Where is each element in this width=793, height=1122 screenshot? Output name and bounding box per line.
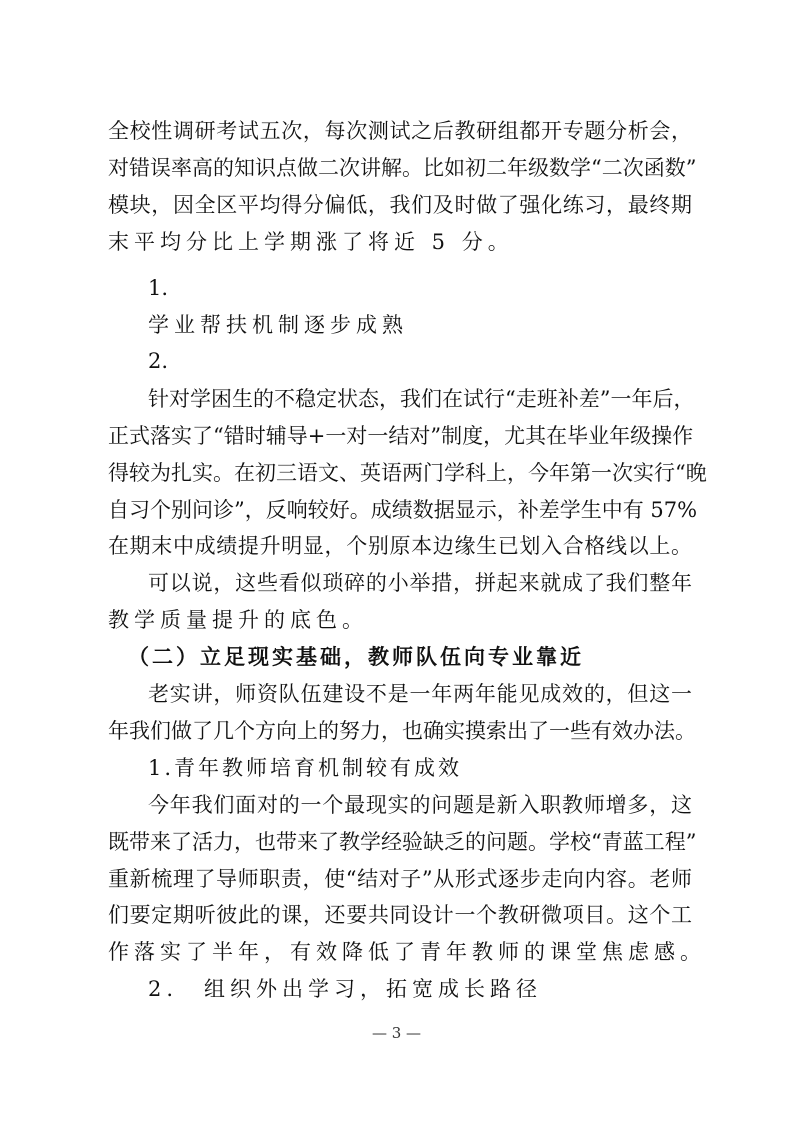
body-text-line: 全校性调研考试五次，每次测试之后教研组都开专题分析会，: [108, 119, 692, 143]
body-text-line: 既带来了活力，也带来了教学经验缺乏的问题。学校“青蓝工程”: [108, 830, 697, 854]
page-number: — 3 —: [371, 1024, 422, 1042]
list-number: 2.: [148, 349, 169, 373]
body-text-line: 正式落实了“错时辅导+一对一结对”制度，尤其在毕业年级操作: [108, 424, 694, 448]
body-text-line: 针对学困生的不稳定状态，我们在试行“走班补差”一年后，: [148, 387, 695, 411]
body-text-line: 对错误率高的知识点做二次讲解。比如初二年级数学“二次函数”: [108, 156, 697, 180]
body-text-line: 今年我们面对的一个最现实的问题是新入职教师增多，这: [148, 793, 692, 817]
subheading: 学业帮扶机制逐步成熟: [148, 313, 408, 337]
body-text-line: 自习个别问诊”，反响较好。成绩数据显示，补差学生中有 57%: [108, 498, 698, 522]
section-heading: （二）立足现实基础，教师队伍向专业靠近: [128, 644, 584, 669]
body-text-line: 教学质量提升的底色。: [108, 608, 368, 632]
body-text-line: 模块，因全区平均得分偏低，我们及时做了强化练习，最终期: [108, 193, 692, 217]
body-text-line: 得较为扎实。在初三语文、英语两门学科上，今年第一次实行“晚: [108, 461, 707, 485]
body-text-line: 在期末中成绩提升明显，个别原本边缘生已划入合格线以上。: [108, 534, 692, 558]
body-text-line: 年我们做了几个方向上的努力，也确实摸索出了一些有效办法。: [108, 719, 696, 743]
subheading: 2. 组织外出学习，拓宽成长路径: [148, 977, 543, 1001]
body-text-line: 老实讲，师资队伍建设不是一年两年能见成效的，但这一: [148, 682, 692, 706]
subheading: 1.青年教师培育机制较有成效: [148, 756, 463, 780]
body-text-line: 末平均分比上学期涨了将近 5 分。: [108, 230, 514, 254]
body-text-line: 作落实了半年，有效降低了青年教师的课堂焦虑感。: [108, 940, 706, 964]
body-text-line: 们要定期听彼此的课，还要共同设计一个教研微项目。这个工: [108, 903, 692, 927]
list-number: 1.: [148, 276, 169, 300]
body-text-line: 可以说，这些看似琐碎的小举措，拼起来就成了我们整年: [148, 571, 692, 595]
body-text-line: 重新梳理了导师职责，使“结对子”从形式逐步走向内容。老师: [108, 867, 692, 891]
